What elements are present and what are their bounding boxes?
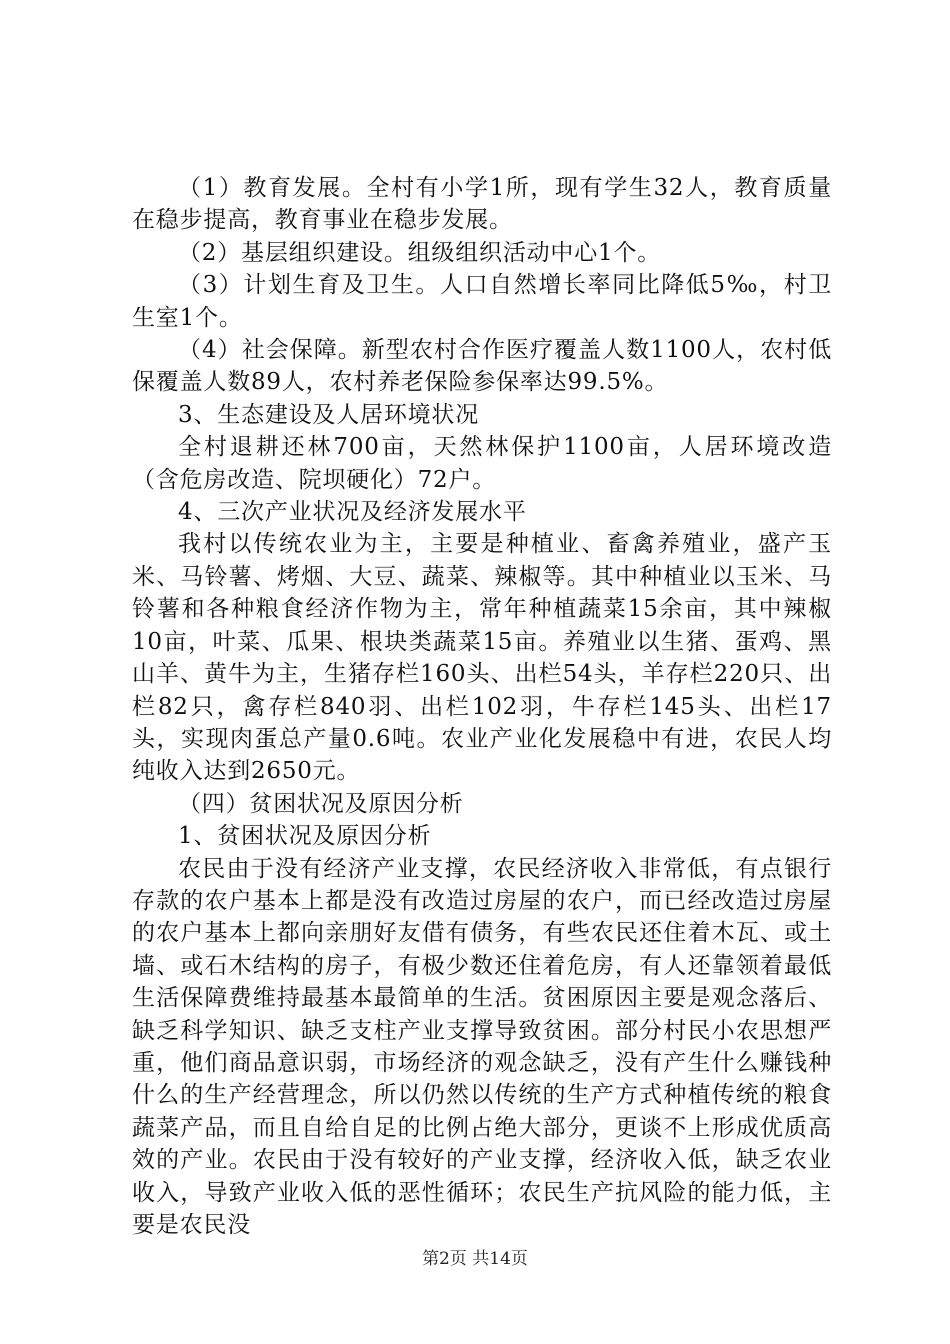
page-footer	[0, 1244, 950, 1269]
heading-industry: 4、三次产业状况及经济发展水平	[178, 499, 527, 526]
paragraph-organization: （2）基层组织建设。组级组织活动中心1个。	[178, 239, 662, 266]
paragraph-ecology: 全村退耕还林700亩，天然林保护1100亩，人居环境改造（含危房改造、院坝硬化）72户。	[132, 434, 832, 493]
heading-poverty-section: （四）贫困状况及原因分析	[178, 790, 464, 817]
paragraph-poverty-analysis: 农民由于没有经济产业支撑，农民经济收入非常低，有点银行存款的农户基本上都是没有改造过房屋的农户，而已经改造过房屋的农户基本上都向亲朋好友借有债务，有些农民还住着木瓦、或土墙、或石木结构的房子，有极少数还住着危房，有人还靠领着最低生活保障费维持最基本最简单的生活。贫困原因主要是观念落后、缺乏科学知识、缺乏支柱产业支撑导致贫困。部分村民小农思想严重，他们商品意识弱，市场经济的观念缺乏，没有产生什么赚钱种什么的生产经营理念，所以仍然以传统的生产方式种植传统的粮食蔬菜产品，而且自给自足的比例占绝大部分，更谈不上形成优质高效的产业。农民由于没有较好的产业支撑，经济收入低，缺乏农业收入，导致产业收入低的恶性循环；农民生产抗风险的能力低，主要是农民没	[132, 855, 832, 1238]
heading-ecology: 3、生态建设及人居环境状况	[178, 401, 480, 428]
paragraph-industry: 我村以传统农业为主，主要是种植业、畜禽养殖业，盛产玉米、马铃薯、烤烟、大豆、蔬菜、辣椒等。其中种植业以玉米、马铃薯和各种粮食经济作物为主，常年种植蔬菜15余亩，其中辣椒10亩，叶菜、瓜果、根块类蔬菜15亩。养殖业以生猪、蛋鸡、黑山羊、黄牛为主，生猪存栏160头、出栏54头，羊存栏220只、出栏82只，禽存栏840羽、出栏102羽，牛存栏145头、出栏17头，实现肉蛋总产量0.6吨。农业产业化发展稳中有进，农民人均纯收入达到2650元。	[132, 531, 832, 785]
paragraph-social-security: （4）社会保障。新型农村合作医疗覆盖人数1100人，农村低保覆盖人数89人，农村养老保险参保率达99.5%。	[132, 337, 832, 396]
heading-poverty-analysis: 1、贫困状况及原因分析	[178, 823, 432, 850]
page-number-label: 第2页 共14页	[422, 1249, 528, 1269]
document-body	[132, 172, 832, 1241]
paragraph-family-planning: （3）计划生育及卫生。人口自然增长率同比降低5‰，村卫生室1个。	[132, 272, 832, 331]
paragraph-education: （1）教育发展。全村有小学1所，现有学生32人，教育质量在稳步提高，教育事业在稳步发展。	[132, 175, 832, 234]
